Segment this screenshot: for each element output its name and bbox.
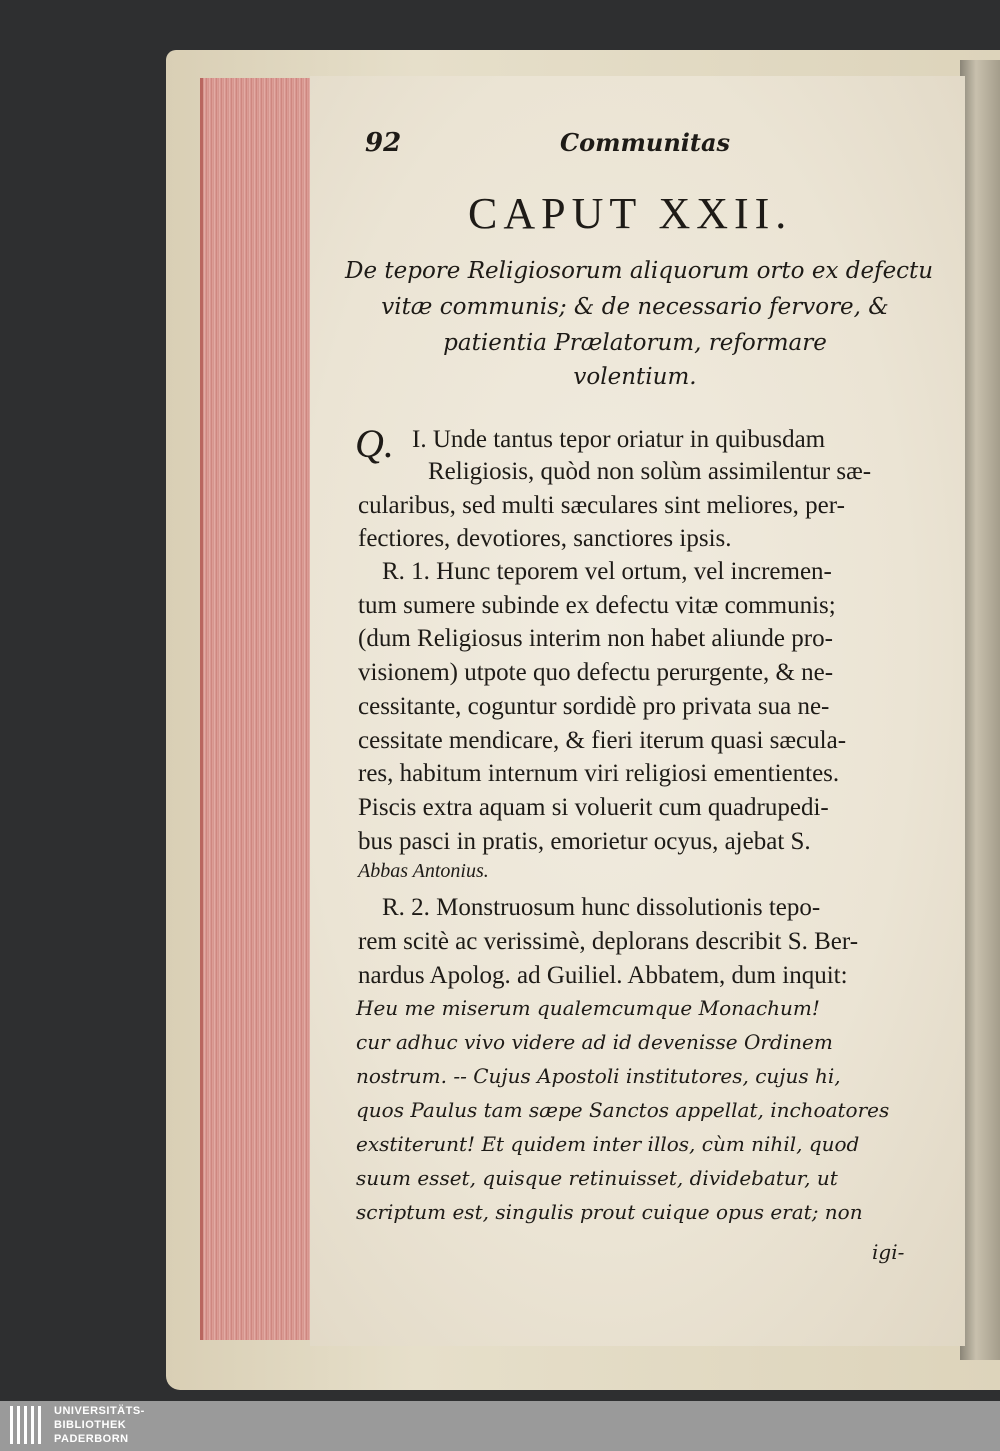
page-edges	[200, 78, 315, 1340]
body-line: cessitate mendicare, & fieri iterum quasi sæcula-	[358, 727, 847, 754]
library-logo-icon	[8, 1404, 48, 1448]
quote-line: cur adhuc vivo videre ad id devenisse Ordinem	[356, 1030, 833, 1054]
subtitle-line: vitæ communis; & de necessario fervore, &	[381, 294, 889, 320]
body-line: Piscis extra aquam si voluerit cum quadrupedi-	[358, 794, 829, 821]
footer-line: UNIVERSITÄTS-	[54, 1405, 145, 1417]
chapter-title: CAPUT XXII.	[468, 189, 793, 238]
body-line: bus pasci in pratis, emorietur ocyus, ajebat S.	[358, 828, 811, 855]
quote-line: Heu me miserum qualemcumque Monachum!	[356, 996, 820, 1020]
body-line: tum sumere subinde ex defectu vitæ communis;	[358, 592, 836, 619]
footer-line: PADERBORN	[54, 1433, 129, 1445]
body-line: cessitante, coguntur sordidè pro privata sua ne-	[358, 693, 830, 720]
subtitle-line: patientia Prælatorum, reformare	[443, 330, 827, 356]
page-number: 92	[365, 128, 402, 158]
body-line: visionem) utpote quo defectu perurgente, & ne-	[358, 659, 834, 686]
footer-line: BIBLIOTHEK	[54, 1419, 127, 1431]
body-line: Religiosis, quòd non solùm assimilentur sæ-	[428, 458, 872, 485]
body-line: Abbas Antonius.	[358, 860, 489, 882]
footer-bar	[0, 1401, 1000, 1451]
subtitle-line: De tepore Religiosorum aliquorum orto ex defectu	[345, 258, 934, 284]
body-line: res, habitum internum viri religiosi ementientes.	[358, 760, 840, 787]
subtitle-line: volentium.	[573, 364, 697, 390]
body-line: rem scitè ac verissimè, deplorans describit S. Ber-	[358, 928, 859, 955]
body-line: I. Unde tantus tepor oriatur in quibusdam	[412, 426, 826, 453]
quote-line: nostrum. -- Cujus Apostoli institutores, cujus hi,	[356, 1064, 841, 1088]
question-mark-initial: Q.	[355, 421, 394, 466]
quote-line: quos Paulus tam sæpe Sanctos appellat, inchoatores	[356, 1098, 890, 1122]
quote-line: suum esset, quisque retinuisset, dividebatur, ut	[356, 1166, 838, 1190]
running-head: Communitas	[560, 128, 731, 157]
body-line: R. 1. Hunc teporem vel ortum, vel incremen-	[382, 558, 832, 585]
body-line: R. 2. Monstruosum hunc dissolutionis tepo-	[382, 894, 821, 921]
body-line: nardus Apolog. ad Guiliel. Abbatem, dum inquit:	[358, 962, 848, 989]
quote-line: scriptum est, singulis prout cuique opus erat; non	[356, 1200, 863, 1224]
body-line: cularibus, sed multi sæculares sint meliores, per-	[358, 492, 845, 519]
catchword: igi-	[872, 1240, 905, 1264]
body-line: (dum Religiosus interim non habet aliunde pro-	[358, 625, 833, 652]
quote-line: exstiterunt! Et quidem inter illos, cùm nihil, quod	[356, 1132, 860, 1156]
body-line: fectiores, devotiores, sanctiores ipsis.	[358, 525, 732, 552]
book-gutter	[960, 60, 1000, 1360]
